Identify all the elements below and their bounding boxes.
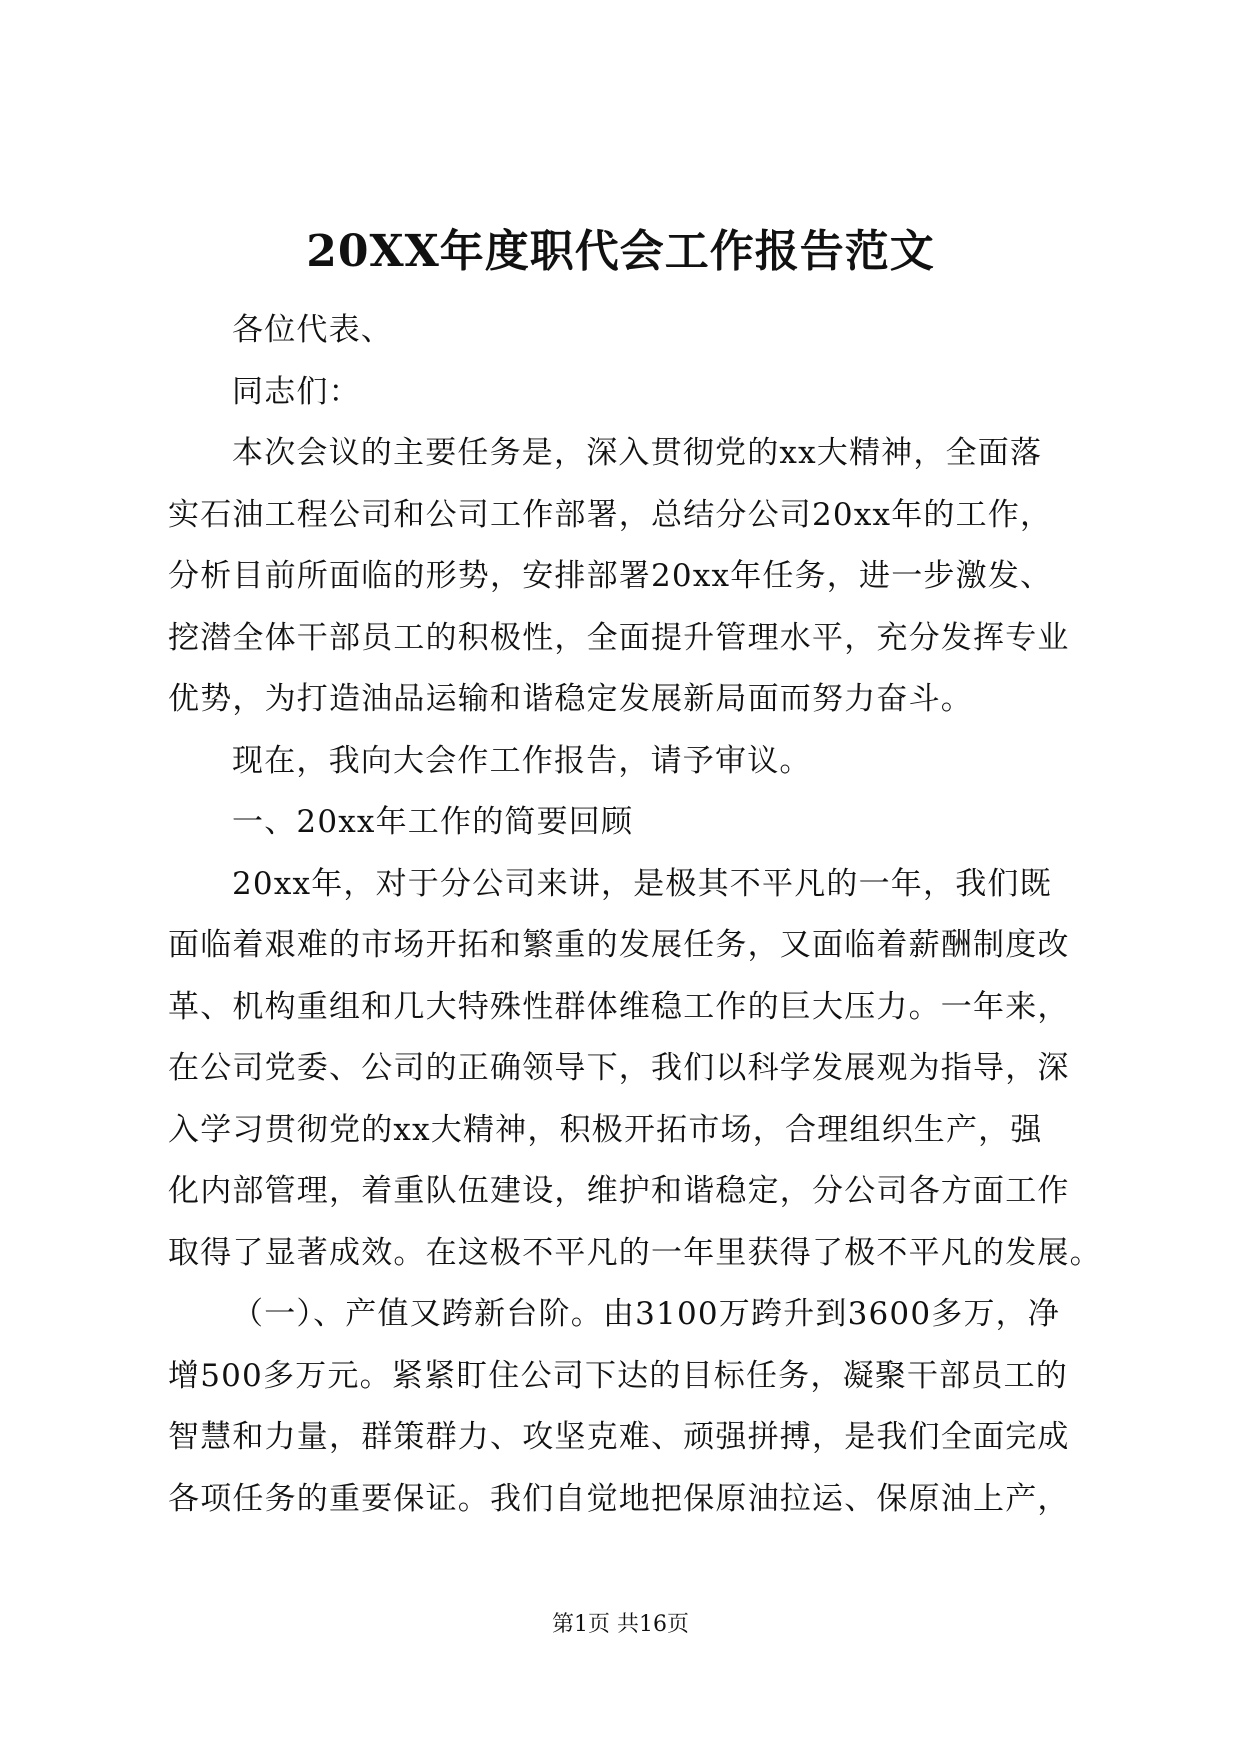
paragraph-line: 智慧和力量，群策群力、攻坚克难、顽强拼搏，是我们全面完成 xyxy=(168,1419,1070,1455)
paragraph-line: 各项任务的重要保证。我们自觉地把保原油拉运、保原油上产， xyxy=(168,1480,1070,1517)
paragraph-line: 增500多万元。紧紧盯住公司下达的目标任务，凝聚干部员工的 xyxy=(168,1357,1068,1394)
paragraph-line: 取得了显著成效。在这极不平凡的一年里获得了极不平凡的发展。 xyxy=(168,1234,1102,1271)
paragraph-line: 优势，为打造油品运输和谐稳定发展新局面而努力奋斗。 xyxy=(168,681,973,717)
paragraph-line: 本次会议的主要任务是，深入贯彻党的xx大精神，全面落 xyxy=(232,435,1043,471)
paragraph-line: 实石油工程公司和公司工作部署，总结分公司20xx年的工作， xyxy=(168,496,1053,533)
paragraph-line: 革、机构重组和几大特殊性群体维稳工作的巨大压力。一年来， xyxy=(168,988,1070,1025)
document-title: 20XX年度职代会工作报告范文 xyxy=(306,226,935,277)
paragraph-line: 面临着艰难的市场开拓和繁重的发展任务，又面临着薪酬制度改 xyxy=(168,927,1070,963)
section-heading: 一、20xx年工作的简要回顾 xyxy=(232,804,634,840)
subsection-line: （一）、产值又跨新台阶。由3100万跨升到3600多万，净 xyxy=(232,1296,1061,1332)
paragraph-line: 挖潜全体干部员工的积极性，全面提升管理水平，充分发挥专业 xyxy=(168,619,1070,656)
paragraph-line: 在公司党委、公司的正确领导下，我们以科学发展观为指导，深 xyxy=(168,1050,1070,1086)
page-footer: 第1页 共16页 xyxy=(552,1612,689,1637)
paragraph-line: 分析目前所面临的形势，安排部署20xx年任务，进一步激发、 xyxy=(168,558,1053,594)
paragraph-line: 各位代表、 xyxy=(232,312,393,348)
paragraph-line: 20xx年，对于分公司来讲，是极其不平凡的一年，我们既 xyxy=(232,865,1052,902)
paragraph-line: 同志们： xyxy=(232,373,361,410)
paragraph-line: 入学习贯彻党的xx大精神，积极开拓市场，合理组织生产，强 xyxy=(168,1111,1043,1148)
paragraph-line: 现在，我向大会作工作报告，请予审议。 xyxy=(232,742,812,779)
paragraph-line: 化内部管理，着重队伍建设，维护和谐稳定，分公司各方面工作 xyxy=(168,1173,1070,1209)
document-body xyxy=(168,300,1102,1530)
